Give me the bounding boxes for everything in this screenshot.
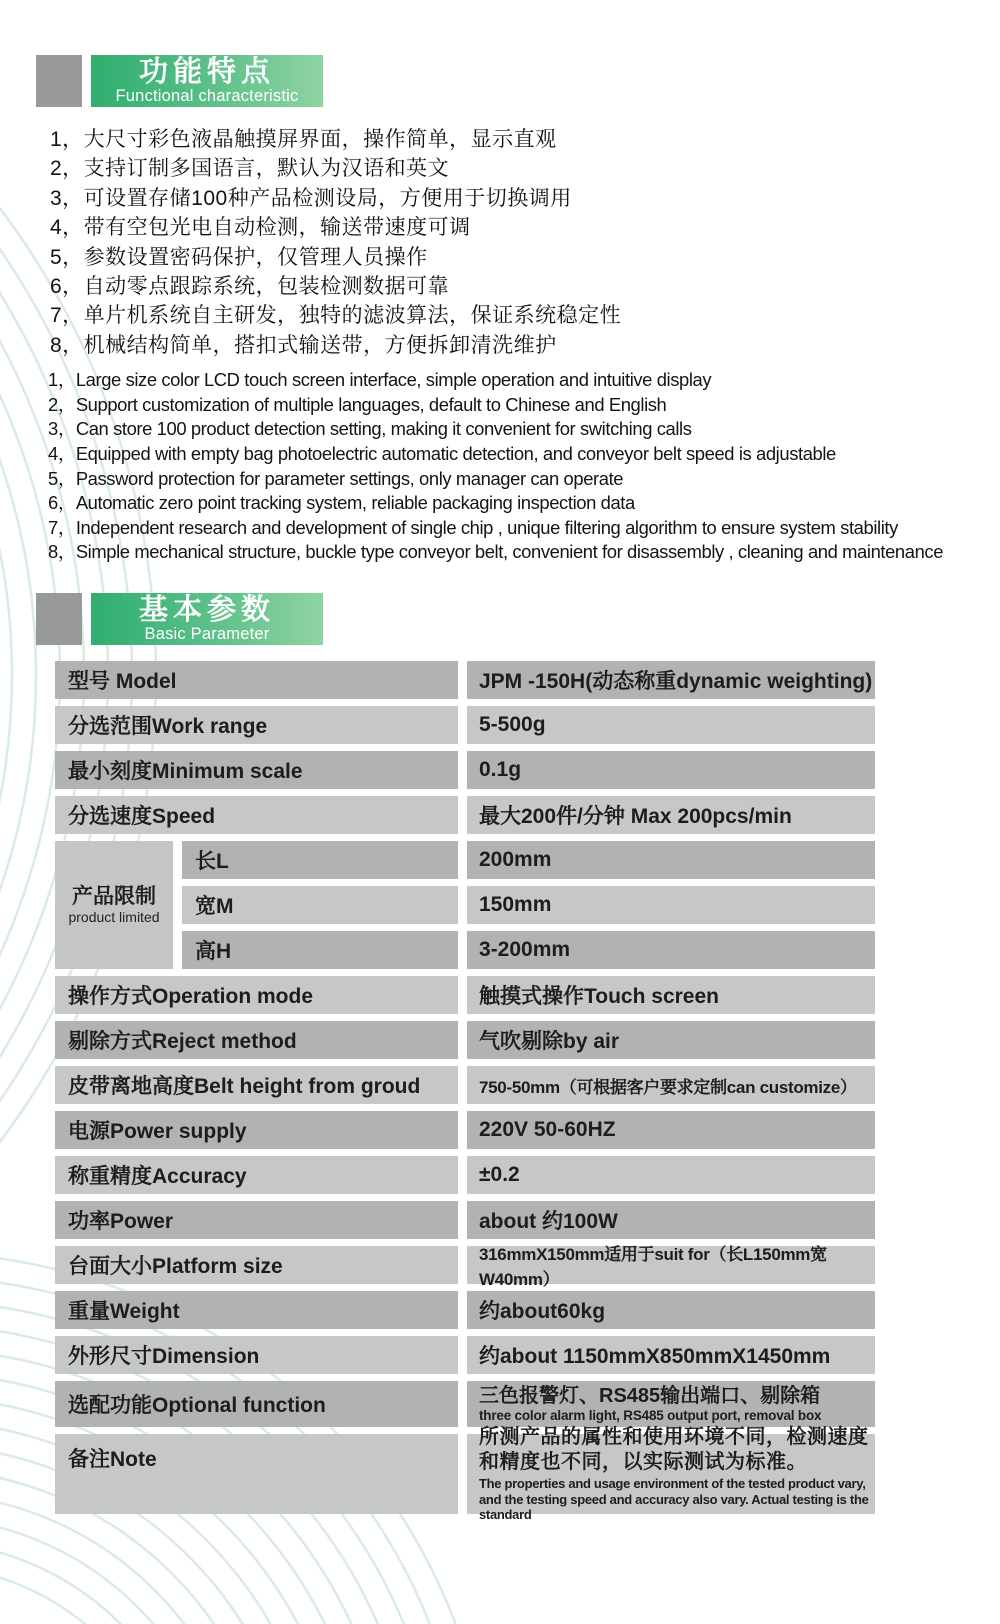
spec-value-accuracy: ±0.2 [467, 1156, 875, 1194]
basic-section-header [36, 593, 1000, 645]
basic-parameter-table [55, 661, 875, 1523]
feature-item: 7，Independent research and development of single chip , unique filtering algorithm to ensure system stability [48, 516, 898, 538]
functional-title-en: Functional characteristic [115, 86, 299, 105]
feature-item: 3，Can store 100 product detection setting, making it convenient for switching calls [48, 418, 692, 440]
spec-label-product-limited [55, 841, 173, 969]
spec-label-operation-mode: 操作方式Operation mode [55, 976, 458, 1014]
spec-value-length: 200mm [467, 841, 875, 879]
spec-label-belt-height: 皮带离地高度Belt height from groud [55, 1066, 458, 1104]
spec-label-note: 备注Note [55, 1434, 458, 1514]
functional-section-header [36, 55, 1000, 107]
spec-sheet [0, 55, 1000, 1523]
feature-item: 4，带有空包光电自动检测，输送带速度可调 [50, 216, 471, 240]
spec-value-work-range: 5-500g [467, 706, 875, 744]
note-en: The properties and usage environment of the tested product vary, and the testing speed and accuracy also vary. Actual testing is the standard [479, 1476, 869, 1523]
spec-value-height: 3-200mm [467, 931, 875, 969]
feature-item: 1，大尺寸彩色液晶触摸屏界面，操作简单，显示直观 [50, 128, 557, 151]
spec-value-width: 150mm [467, 886, 875, 924]
spec-value-belt-height: 750-50mm（可根据客户要求定制can customize） [467, 1066, 875, 1104]
product-limited-en: product limited [68, 909, 160, 925]
feature-item: 2，支持订制多国语言，默认为汉语和英文 [50, 157, 450, 181]
feature-list-chinese [50, 125, 1000, 360]
feature-item: 8，机械结构简单，搭扣式输送带，方便拆卸清洗维护 [50, 333, 557, 357]
spec-label-weight: 重量Weight [55, 1291, 458, 1329]
spec-value-reject-method: 气吹剔除by air [467, 1021, 875, 1059]
spec-label-optional-function: 选配功能Optional function [55, 1381, 458, 1427]
spec-value-platform-size: 316mmX150mm适用于suit for（长L150mm宽W40mm） [467, 1246, 875, 1284]
spec-value-power-supply: 220V 50-60HZ [467, 1111, 875, 1149]
spec-label-reject-method: 剔除方式Reject method [55, 1021, 458, 1059]
spec-value-weight: 约about60kg [467, 1291, 875, 1329]
basic-title-en: Basic Parameter [144, 624, 270, 643]
functional-title-cn: 功能特点 [138, 55, 275, 88]
spec-value-min-scale: 0.1g [467, 751, 875, 789]
spec-label-model: 型号 Model [55, 661, 458, 699]
spec-label-accuracy: 称重精度Accuracy [55, 1156, 458, 1194]
spec-value-model: JPM -150H(动态称重dynamic weighting) [467, 661, 875, 699]
basic-title-cn: 基本参数 [138, 593, 275, 626]
spec-label-power: 功率Power [55, 1201, 458, 1239]
spec-value-power: about 约100W [467, 1201, 875, 1239]
product-limited-cn: 产品限制 [72, 885, 156, 908]
spec-label-height: 高H [182, 931, 458, 969]
feature-item: 2，Support customization of multiple languages, default to Chinese and English [48, 393, 667, 415]
spec-label-min-scale: 最小刻度Minimum scale [55, 751, 458, 789]
feature-item: 7，单片机系统自主研发，独特的滤波算法，保证系统稳定性 [50, 304, 622, 328]
spec-label-work-range: 分选范围Work range [55, 706, 458, 744]
feature-item: 4，Equipped with empty bag photoelectric automatic detection, and conveyor belt speed is adjustable [48, 443, 836, 465]
spec-label-width: 宽M [182, 886, 458, 924]
spec-label-length: 长L [182, 841, 458, 879]
spec-value-speed: 最大200件/分钟 Max 200pcs/min [467, 796, 875, 834]
note-cn: 所测产品的属性和使用环境不同，检测速度和精度也不同，以实际测试为标准。 [479, 1426, 869, 1473]
basic-banner [91, 593, 323, 645]
optional-function-en: three color alarm light, RS485 output port, removal box [479, 1408, 822, 1423]
feature-item: 3，可设置存储100种产品检测设局，方便用于切换调用 [50, 186, 572, 210]
spec-label-power-supply: 电源Power supply [55, 1111, 458, 1149]
feature-item: 1，Large size color LCD touch screen interface, simple operation and intuitive display [48, 369, 712, 391]
header-gray-square [36, 55, 82, 107]
spec-label-platform-size: 台面大小Platform size [55, 1246, 458, 1284]
spec-value-dimension: 约about 1150mmX850mmX1450mm [467, 1336, 875, 1374]
feature-list-english [48, 368, 1000, 565]
functional-banner [91, 55, 323, 107]
spec-value-note [467, 1426, 875, 1523]
feature-item: 5，参数设置密码保护，仅管理人员操作 [50, 245, 428, 269]
spec-label-speed: 分选速度Speed [55, 796, 458, 834]
spec-value-optional-function [467, 1381, 875, 1427]
feature-item: 8，Simple mechanical structure, buckle type conveyor belt, convenient for disassembly , cleaning and maintenance [48, 541, 944, 563]
header-gray-square [36, 593, 82, 645]
spec-value-operation-mode: 触摸式操作Touch screen [467, 976, 875, 1014]
feature-item: 5，Password protection for parameter settings, only manager can operate [48, 467, 624, 489]
spec-label-dimension: 外形尺寸Dimension [55, 1336, 458, 1374]
optional-function-cn: 三色报警灯、RS485输出端口、剔除箱 [479, 1385, 821, 1407]
feature-item: 6，Automatic zero point tracking system, reliable packaging inspection data [48, 492, 635, 514]
feature-item: 6，自动零点跟踪系统，包装检测数据可靠 [50, 275, 450, 299]
